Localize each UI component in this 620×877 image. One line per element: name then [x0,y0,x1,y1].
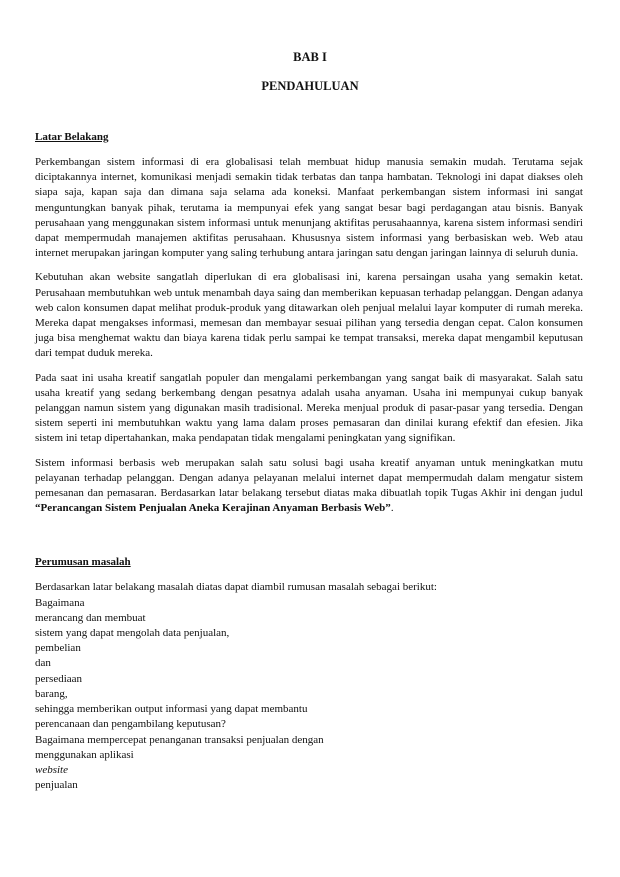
paragraph-4 [35,456,583,517]
paragraph-4-lead: Sistem informasi berbasis web merupakan salah satu solusi bagi usaha kreatif anyaman untuk meningkatkan mutu pelayanan terhadap pelanggan. Dengan adanya pelayanan melalui internet dapat mempermudah dalam mengatur sistem pemesanan dan pemasaran. Berdasarkan latar belakang tersebut diatas maka dibuatlah topik Tugas Akhir ini dengan judul [35,456,583,500]
rumusan-line: sehingga memberikan output informasi yang dapat membantu [35,703,308,716]
section-heading-perumusan-masalah: Perumusan masalah [35,556,131,569]
rumusan-intro: Berdasarkan latar belakang masalah diatas dapat diambil rumusan masalah sebagai berikut: [35,581,437,594]
rumusan-line: pembelian [35,642,81,655]
document-body [35,130,583,793]
rumusan-line: dan [35,657,51,670]
thesis-title: “Perancangan Sistem Penjualan Aneka Kerajinan Anyaman Berbasis Web” [35,502,391,515]
paragraph-2: Kebutuhan akan website sangatlah diperlukan di era globalisasi ini, karena persaingan usaha yang semakin ketat. Perusahaan membutuhkan web untuk menambah daya saing dan memberikan kepuasan terhadap pelanggan. Dengan adanya web calon konsumen dapat melihat produk-produk yang ditawarkan oleh penjual melalui layar komputer di rumah mereka. Mereka dapat mengakses informasi, memesan dan membayar sesuai pilihan yang tersedia dengan cepat. Calon konsumen juga bisa menghemat waktu dan biaya karena tidak perlu sampai ke tempat transaksi, mereka dapat mengambil keputusan dari tempat duduk mereka. [35,271,583,360]
rumusan-line: website [35,763,68,776]
rumusan-list [35,596,583,794]
paragraph-3: Pada saat ini usaha kreatif sangatlah populer dan mengalami perkembangan yang sangat baik di masyarakat. Salah satu usaha kreatif yang sedang berkembang dengan pesatnya adalah usaha anyaman. Usaha ini mempunyai cukup banyak pelanggan namun sistem yang digunakan masih tradisional. Mereka menjual produk di pasar-pasar yang tersedia. Dengan sistem seperti ini membutuhkan waktu yang lama dalam proses pemasaran dan dinilai kurang efektif dan efesien. Jika sistem ini tetap dipertahankan, maka pendapatan tidak mengalami peningkatan yang signifikan. [35,371,583,445]
chapter-label: BAB I [293,50,327,64]
rumusan-line: Bagaimana [35,596,85,609]
paragraph-1: Perkembangan sistem informasi di era globalisasi telah membuat hidup manusia semakin mudah. Terutama sejak diciptakannya internet, komunikasi menjadi semakin tidak terbatas dan tanpa hambatan. Teknologi ini dapat diakses oleh siapa saja, kapan saja dan dimana saja selama ada koneksi. Manfaat perkembangan sistem informasi ini sangat menguntungkan banyak pihak, terutama ia mempunyai efek yang sangat besar bagi perdagangan atau bisnis. Banyak perusahaan yang menggunakan sistem informasi untuk menunjang aktifitas perusahaannya, karena sistem informasi sendiri dapat mempermudah manajemen aktifitas perusahaan. Khususnya sistem informasi yang berbasiskan web. Web atau internet merupakan jaringan komputer yang saling terhubung antara jaringan satu dengan jaringan lainnya di seluruh dunia. [35,156,583,260]
rumusan-line: Bagaimana mempercepat penanganan transaksi penjualan dengan [35,733,324,746]
rumusan-line: merancang dan membuat [35,611,146,624]
rumusan-line: penjualan [35,779,78,792]
rumusan-line: persediaan [35,672,83,685]
rumusan-line: menggunakan aplikasi [35,748,134,761]
section-heading-latar-belakang: Latar Belakang [35,131,109,143]
paragraph-4-end: . [390,502,394,515]
rumusan-line: sistem yang dapat mengolah data penjualan, [35,627,230,640]
rumusan-line: barang, [35,687,68,700]
rumusan-line: perencanaan dan pengambilang keputusan? [35,718,226,731]
chapter-title: PENDAHULUAN [261,79,359,93]
